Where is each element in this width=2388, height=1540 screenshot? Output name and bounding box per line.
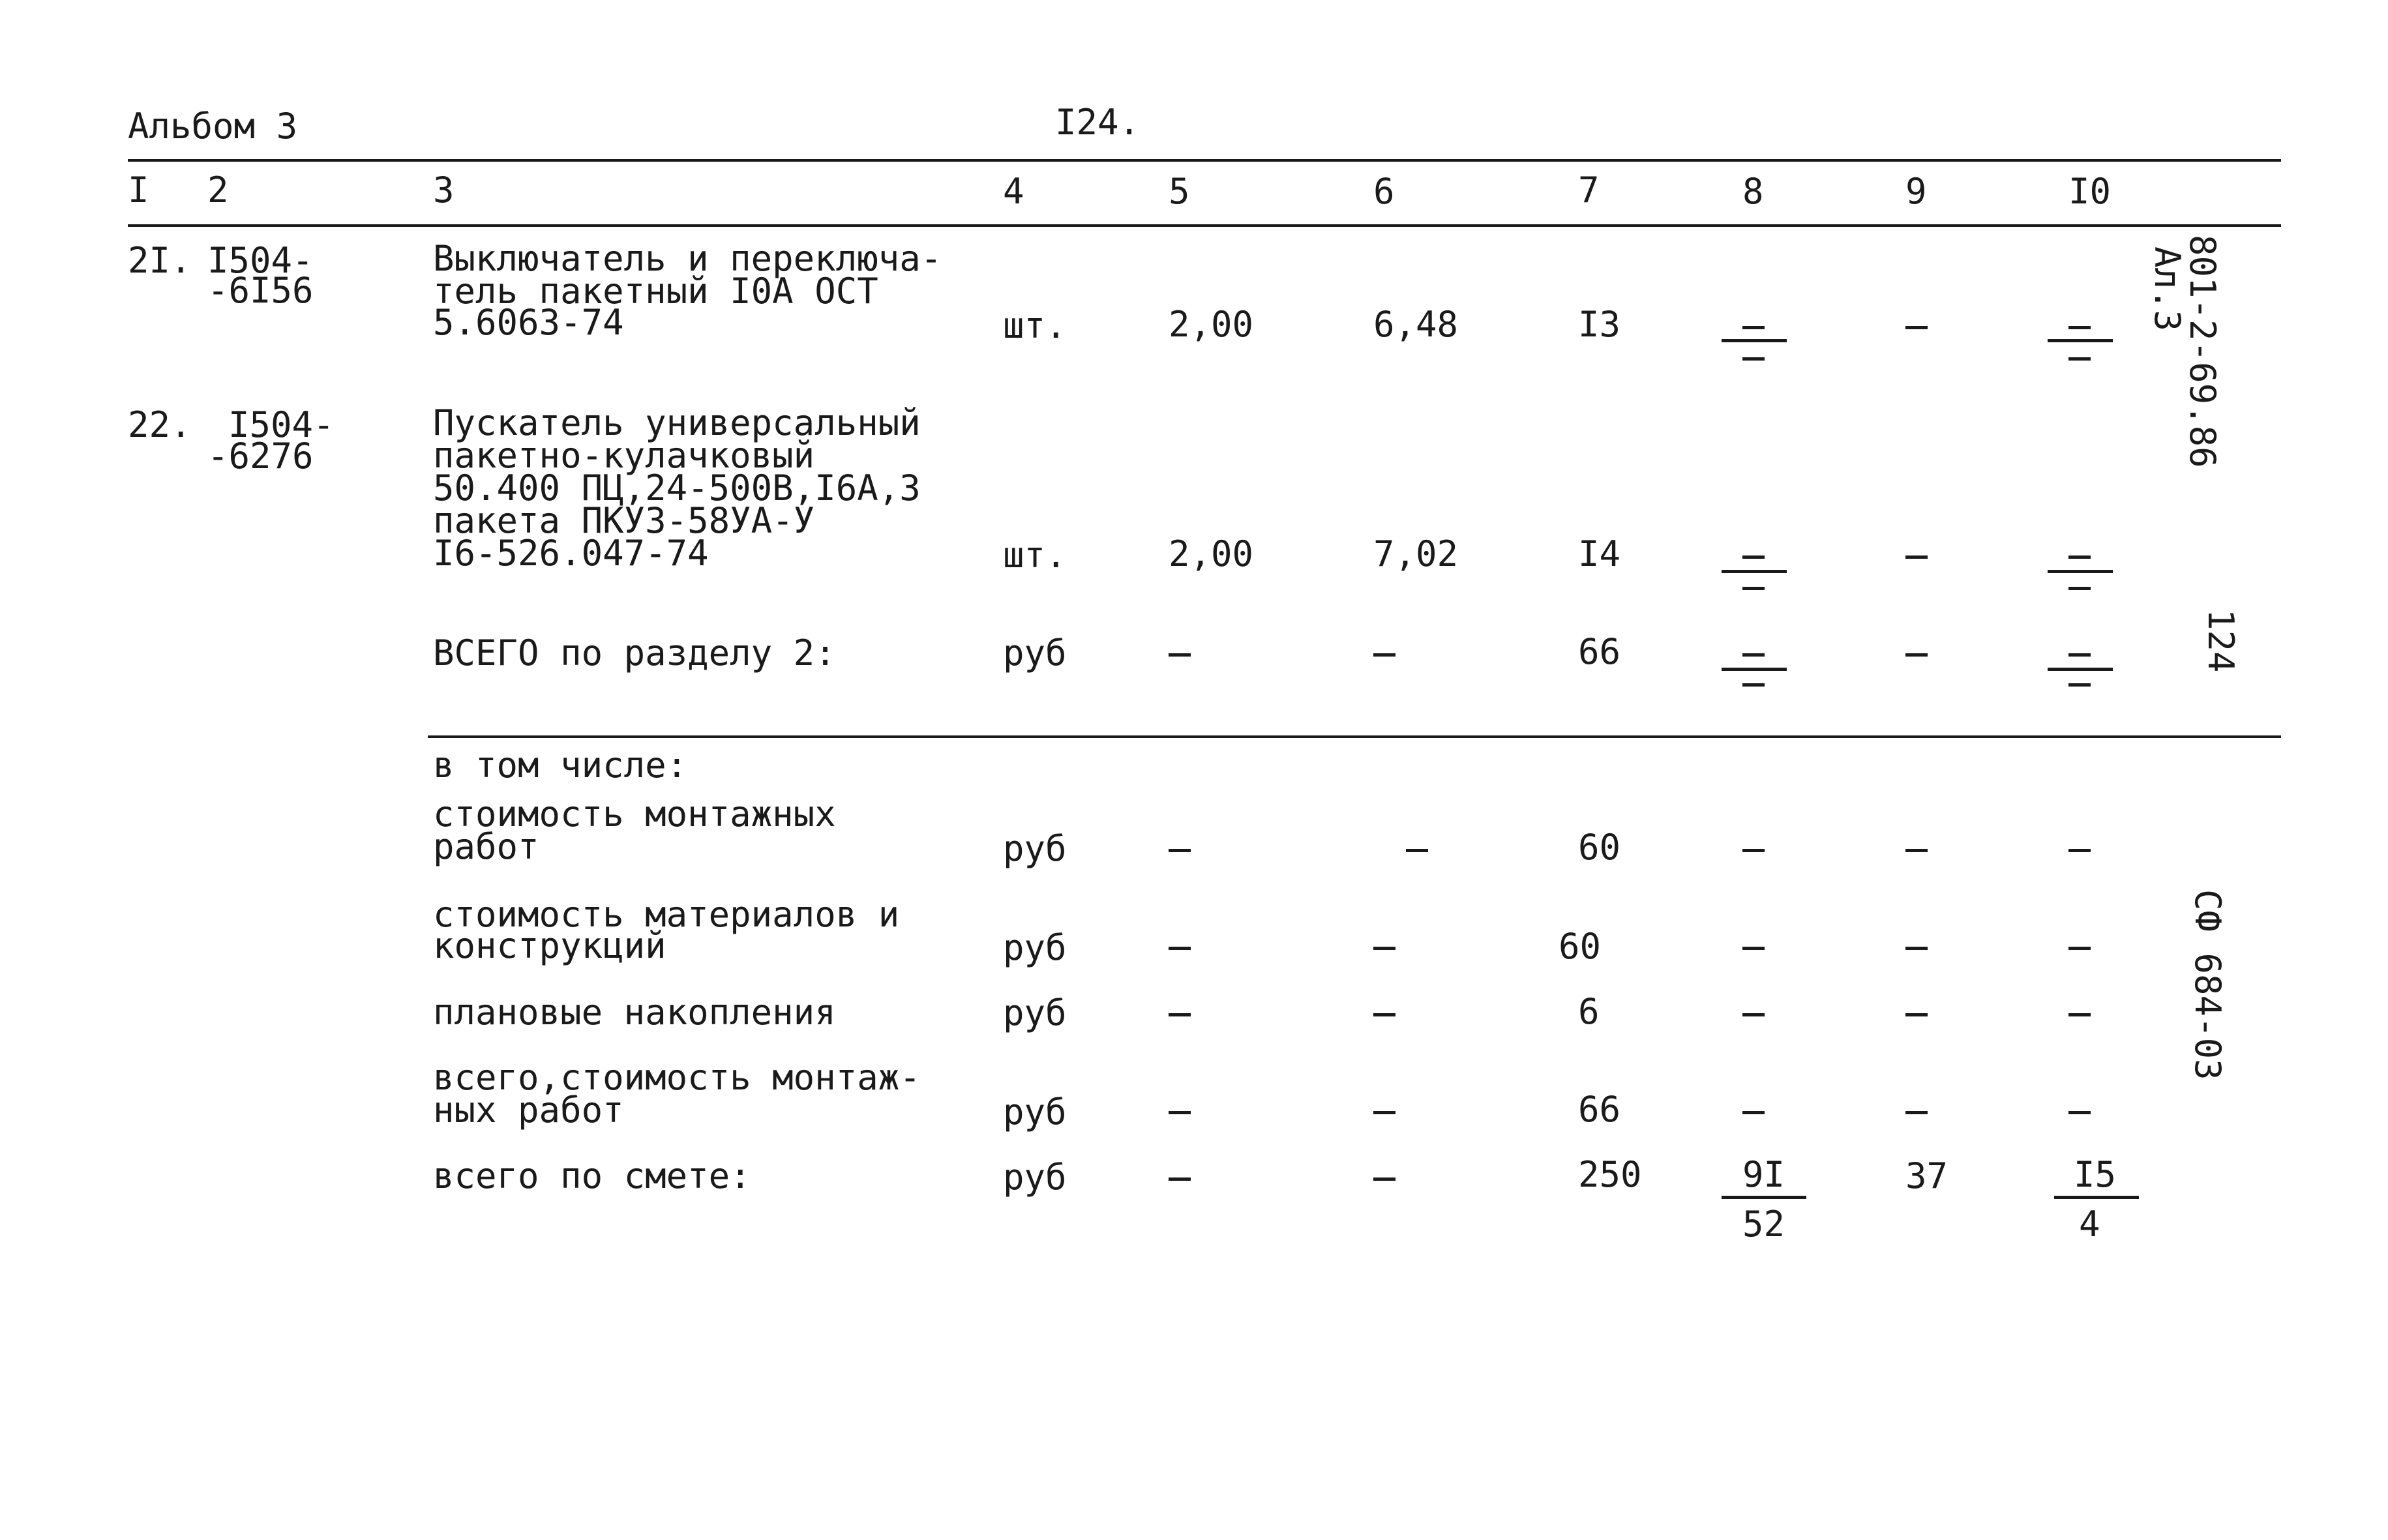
page-number: I24. xyxy=(1055,102,1141,143)
breakdown-item-2-label-1: стоимость материалов и xyxy=(433,894,900,935)
breakdown-item-4-c5-dash xyxy=(1169,1111,1191,1114)
side-note-page: 124 xyxy=(2200,609,2241,673)
breakdown-item-3-c10-dash xyxy=(2068,1013,2091,1016)
side-note-document-number: 801-2-69.86 xyxy=(2182,235,2223,468)
row-22-qty: 2,00 xyxy=(1169,533,1254,574)
row-22-desc-2: пакетно-кулачковый xyxy=(433,435,815,476)
row-21-code-1: I504- xyxy=(207,240,314,281)
grand-total-c9: 37 xyxy=(1905,1155,1948,1196)
breakdown-item-2-total: 60 xyxy=(1559,926,1602,967)
row-21-c9-dash xyxy=(1905,326,1928,329)
row-22-desc-4: пакета ПКУ3-58УА-У xyxy=(433,500,815,541)
row-22-c8-dash-bottom xyxy=(1742,587,1765,590)
row-21-c8-dash-top xyxy=(1742,326,1765,329)
breakdown-item-4-unit: руб xyxy=(1003,1091,1067,1133)
breakdown-item-1-label-1: стоимость монтажных xyxy=(433,793,836,835)
section-total-unit: руб xyxy=(1003,632,1067,674)
breakdown-item-2-c6-dash xyxy=(1373,947,1395,950)
breakdown-item-3-c6-dash xyxy=(1373,1013,1395,1016)
breakdown-item-3-unit: руб xyxy=(1003,992,1067,1033)
row-22-desc-3: 50.400 ПЦ,24-500В,I6А,3 xyxy=(433,467,921,509)
col-header-2: 2 xyxy=(207,170,229,211)
breakdown-item-3-label-1: плановые накопления xyxy=(433,992,836,1033)
album-label: Альбом 3 xyxy=(128,106,298,147)
breakdown-item-1-c6-dash xyxy=(1406,849,1428,852)
breakdown-item-1-unit: руб xyxy=(1003,828,1067,869)
grand-total-c10-bottom: 4 xyxy=(2079,1204,2100,1245)
col-header-8: 8 xyxy=(1742,171,1764,212)
section-total-c10-dash-bottom xyxy=(2068,683,2091,687)
row-21-c10-line xyxy=(2048,339,2113,342)
breakdown-item-3-c5-dash xyxy=(1169,1013,1191,1016)
section-total-c8-line xyxy=(1722,668,1787,671)
breakdown-item-4-label-1: всего,стоимость монтаж- xyxy=(433,1057,921,1098)
row-21-c10-dash-bottom xyxy=(2068,357,2091,361)
breakdown-item-1-c8-dash xyxy=(1742,849,1765,852)
grand-total-c10-line xyxy=(2054,1196,2139,1199)
row-22-price: 7,02 xyxy=(1373,533,1459,574)
breakdown-item-4-total: 66 xyxy=(1578,1089,1621,1130)
grand-total-c8-bottom: 52 xyxy=(1742,1204,1785,1245)
grand-total-unit: руб xyxy=(1003,1157,1067,1198)
row-22-c8-dash-top xyxy=(1742,555,1765,559)
breakdown-item-2-c8-dash xyxy=(1742,947,1765,950)
row-22-total: I4 xyxy=(1578,533,1621,574)
row-22-unit: шт. xyxy=(1003,535,1067,576)
grand-total-value: 250 xyxy=(1578,1154,1642,1195)
row-22-c10-dash-bottom xyxy=(2068,587,2091,590)
grand-total-c8-top: 9I xyxy=(1742,1154,1785,1195)
row-21-pos: 2I. xyxy=(128,240,192,281)
row-22-code-1: I504- xyxy=(228,404,335,445)
breakdown-item-1-c10-dash xyxy=(2068,849,2091,852)
breakdown-item-2-c10-dash xyxy=(2068,947,2091,950)
row-22-c9-dash xyxy=(1905,555,1928,559)
row-22-desc-5: I6-526.047-74 xyxy=(433,533,709,574)
breakdown-item-4-label-2: ных работ xyxy=(433,1089,624,1131)
breakdown-rule xyxy=(428,735,2281,738)
breakdown-item-3-total: 6 xyxy=(1578,991,1600,1032)
breakdown-item-4-c8-dash xyxy=(1742,1111,1765,1114)
row-21-desc-2: тель пакетный I0А ОСТ xyxy=(433,271,878,312)
col-header-7: 7 xyxy=(1578,170,1600,211)
breakdown-item-4-c6-dash xyxy=(1373,1111,1395,1114)
section-total-c8-dash-bottom xyxy=(1742,683,1765,687)
row-21-unit: шт. xyxy=(1003,305,1067,346)
section-total-value: 66 xyxy=(1578,631,1621,672)
breakdown-item-2-c9-dash xyxy=(1905,947,1928,950)
col-header-10: I0 xyxy=(2068,171,2112,212)
section-total-c6-dash xyxy=(1373,653,1395,657)
row-22-c8-line xyxy=(1722,570,1787,573)
row-21-c8-dash-bottom xyxy=(1742,357,1765,361)
section-total-c10-line xyxy=(2048,668,2113,671)
breakdown-item-4-c9-dash xyxy=(1905,1111,1928,1114)
grand-total-label: всего по смете: xyxy=(433,1155,751,1196)
row-22-code-2: -6276 xyxy=(207,436,314,477)
col-header-3: 3 xyxy=(433,170,455,211)
grand-total-c5-dash xyxy=(1169,1177,1191,1181)
row-21-c10-dash-top xyxy=(2068,326,2091,329)
col-header-5: 5 xyxy=(1169,171,1190,212)
row-22-pos: 22. xyxy=(128,404,192,445)
row-21-code-2: -6I56 xyxy=(207,270,314,311)
grand-total-c6-dash xyxy=(1373,1177,1395,1181)
side-note-code: СФ 684-03 xyxy=(2187,889,2228,1080)
breakdown-item-3-c8-dash xyxy=(1742,1013,1765,1016)
breakdown-heading: в том числе: xyxy=(433,745,688,786)
breakdown-item-1-c9-dash xyxy=(1905,849,1928,852)
section-total-label: ВСЕГО по разделу 2: xyxy=(433,632,836,674)
row-21-total: I3 xyxy=(1578,304,1621,345)
breakdown-item-1-total: 60 xyxy=(1578,827,1621,868)
section-total-c8-dash-top xyxy=(1742,653,1765,657)
breakdown-item-1-label-2: работ xyxy=(433,826,539,867)
breakdown-item-1-c5-dash xyxy=(1169,849,1191,852)
row-22-c10-line xyxy=(2048,570,2113,573)
breakdown-item-3-c9-dash xyxy=(1905,1013,1928,1016)
section-total-c5-dash xyxy=(1169,653,1191,657)
col-header-6: 6 xyxy=(1373,171,1395,212)
grand-total-c10-top: I5 xyxy=(2074,1154,2117,1195)
col-header-9: 9 xyxy=(1905,171,1927,212)
section-total-c9-dash xyxy=(1905,653,1928,657)
row-21-desc-1: Выключатель и переключа- xyxy=(433,238,942,279)
row-21-price: 6,48 xyxy=(1373,304,1459,345)
header-bottom-rule xyxy=(128,224,2281,227)
breakdown-item-2-c5-dash xyxy=(1169,947,1191,950)
row-22-desc-1: Пускатель универсальный xyxy=(433,402,921,443)
breakdown-item-4-c10-dash xyxy=(2068,1111,2091,1114)
breakdown-item-2-label-2: конструкций xyxy=(433,925,666,966)
row-21-qty: 2,00 xyxy=(1169,304,1254,345)
col-header-1: I xyxy=(128,170,149,211)
row-21-c8-line xyxy=(1722,339,1787,342)
breakdown-item-2-unit: руб xyxy=(1003,927,1067,968)
col-header-4: 4 xyxy=(1003,171,1024,212)
row-22-c10-dash-top xyxy=(2068,555,2091,559)
header-top-rule xyxy=(128,159,2281,162)
row-21-desc-3: 5.6063-74 xyxy=(433,302,624,343)
section-total-c10-dash-top xyxy=(2068,653,2091,657)
grand-total-c8-line xyxy=(1722,1196,1806,1199)
side-note-album: Ал.3 xyxy=(2147,246,2188,332)
